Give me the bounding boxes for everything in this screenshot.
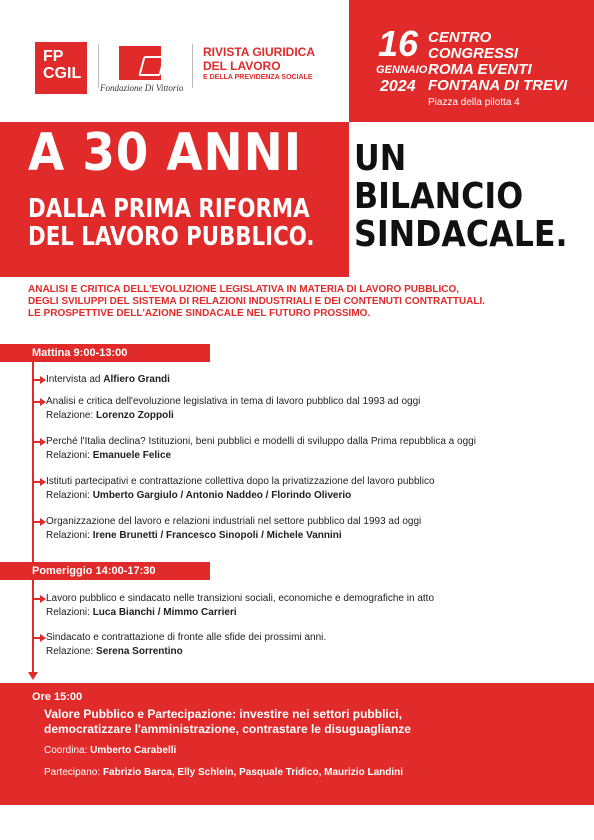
arrow-icon — [34, 594, 46, 604]
subtitle-line1: DALLA PRIMA RIFORMA — [28, 194, 310, 224]
arrow-icon — [34, 397, 46, 407]
item-rel-names: Irene Brunetti / Francesco Sinopoli / Michele Vannini — [92, 530, 342, 541]
item-text: Intervista ad — [46, 374, 104, 385]
main-title: A 30 ANNI — [28, 123, 303, 183]
event-year: 2024 — [380, 78, 416, 95]
item-text: Organizzazione del lavoro e relazioni industriali nel settore pubblico dal 1993 ad oggi — [46, 516, 422, 527]
main-subtitle — [28, 195, 323, 251]
event-day: 16 — [378, 23, 419, 64]
title-right-line2: BILANCIO — [354, 176, 524, 217]
participants-label: Partecipano: — [44, 767, 103, 778]
rivista-logo — [203, 45, 343, 82]
venue — [428, 30, 593, 94]
list-item — [46, 435, 586, 463]
roundtable-time: Ore 15:00 — [32, 691, 83, 703]
list-item — [46, 373, 586, 387]
item-text: Sindacato e contrattazione di fronte alle sfide dei prossimi anni. — [46, 632, 327, 643]
item-rel-names: Emanuele Felice — [92, 450, 172, 461]
rivista-line2: DEL LAVORO — [203, 59, 281, 73]
fondazione-name: Fondazione Di Vittorio — [100, 83, 184, 93]
afternoon-label: Pomeriggio 14:00-17:30 — [32, 565, 156, 577]
list-item — [46, 395, 586, 423]
title-right-line3: SINDACALE. — [354, 214, 568, 255]
roundtable-title-line1: Valore Pubblico e Partecipazione: investire nei settori pubblici, — [44, 707, 403, 721]
intro-line2: DEGLI SVILUPPI DEL SISTEMA DI RELAZIONI INDUSTRIALI E DEI CONTENUTI CONTRATTUALI. — [28, 296, 486, 307]
venue-line3: ROMA EVENTI — [428, 61, 532, 78]
coordinator-label: Coordina: — [44, 745, 91, 756]
arrow-icon — [34, 375, 46, 385]
item-names: Alfiero Grandi — [103, 374, 170, 385]
participants-names: Fabrizio Barca, Elly Schlein, Pasquale Tridico, Maurizio Landini — [102, 767, 404, 778]
logo-separator — [98, 44, 99, 88]
participants-line — [44, 767, 584, 778]
arrow-down-icon — [28, 672, 38, 680]
afternoon-section-header — [0, 562, 210, 580]
item-rel-label: Relazioni: — [46, 530, 93, 541]
list-item — [46, 515, 586, 543]
item-rel-names: Lorenzo Zoppoli — [96, 410, 174, 421]
intro-line3: LE PROSPETTIVE DELL'AZIONE SINDACALE NEL FUTURO PROSSIMO. — [28, 308, 371, 319]
coordinator-line — [44, 745, 584, 756]
venue-line4: FONTANA DI TREVI — [428, 77, 568, 94]
item-text: Analisi e critica dell'evoluzione legislativa in tema di lavoro pubblico dal 1993 ad oggi — [46, 396, 421, 407]
title-right-line1: UN — [354, 138, 407, 179]
morning-section-header — [0, 344, 210, 362]
arrow-icon — [34, 437, 46, 447]
logo-separator — [192, 44, 193, 88]
arrow-icon — [34, 633, 46, 643]
item-rel-names: Umberto Gargiulo / Antonio Naddeo / Florindo Oliverio — [92, 490, 352, 501]
bottom-margin — [0, 805, 594, 840]
item-rel-label: Relazioni: — [46, 450, 93, 461]
roundtable-title-line2: democratizzare l'amministrazione, contrastare le disuguaglianze — [44, 722, 411, 736]
logo-cgil-text: CGIL — [43, 65, 82, 82]
item-text: Perché l'Italia declina? Istituzioni, beni pubblici e modelli di sviluppo dalla Prima repubblica a oggi — [46, 436, 476, 447]
venue-line1: CENTRO — [428, 29, 492, 46]
item-rel-names: Serena Sorrentino — [96, 646, 183, 657]
subtitle-line2: DEL LAVORO PUBBLICO. — [28, 222, 315, 252]
item-text: Lavoro pubblico e sindacato nelle transizioni sociali, economiche e demografiche in atto — [46, 593, 435, 604]
intro-text — [28, 284, 568, 320]
roundtable-title — [44, 707, 584, 737]
list-item — [46, 592, 586, 620]
coordinator-name: Umberto Carabelli — [90, 745, 177, 756]
item-rel-label: Relazione: — [46, 646, 97, 657]
item-rel-label: Relazione: — [46, 410, 97, 421]
title-right — [354, 140, 568, 254]
item-rel-label: Relazioni: — [46, 490, 93, 501]
venue-line2: CONGRESSI — [428, 45, 519, 62]
morning-timeline — [32, 362, 34, 562]
morning-label: Mattina 9:00-13:00 — [32, 347, 128, 359]
rivista-line1: RIVISTA GIURIDICA — [203, 45, 316, 59]
venue-address: Piazza della pilotta 4 — [428, 97, 520, 108]
header — [0, 0, 594, 122]
intro-line1: ANALISI E CRITICA DELL'EVOLUZIONE LEGISLATIVA IN MATERIA DI LAVORO PUBBLICO, — [28, 284, 460, 295]
item-rel-names: Luca Bianchi / Mimmo Carrieri — [92, 607, 237, 618]
rivista-line3: E DELLA PREVIDENZA SOCIALE — [203, 74, 313, 81]
logo-fp-text: FP — [43, 48, 64, 65]
item-text: Istituti partecipativi e contrattazione collettiva dopo la privatizzazione del lavoro pubblico — [46, 476, 435, 487]
roundtable-section — [0, 683, 594, 805]
fp-cgil-logo — [35, 42, 87, 94]
list-item — [46, 631, 586, 659]
event-month: GENNAIO — [376, 64, 428, 76]
arrow-icon — [34, 517, 46, 527]
fondazione-di-vittorio-logo-icon — [119, 46, 161, 80]
list-item — [46, 475, 586, 503]
arrow-icon — [34, 477, 46, 487]
item-rel-label: Relazioni: — [46, 607, 93, 618]
